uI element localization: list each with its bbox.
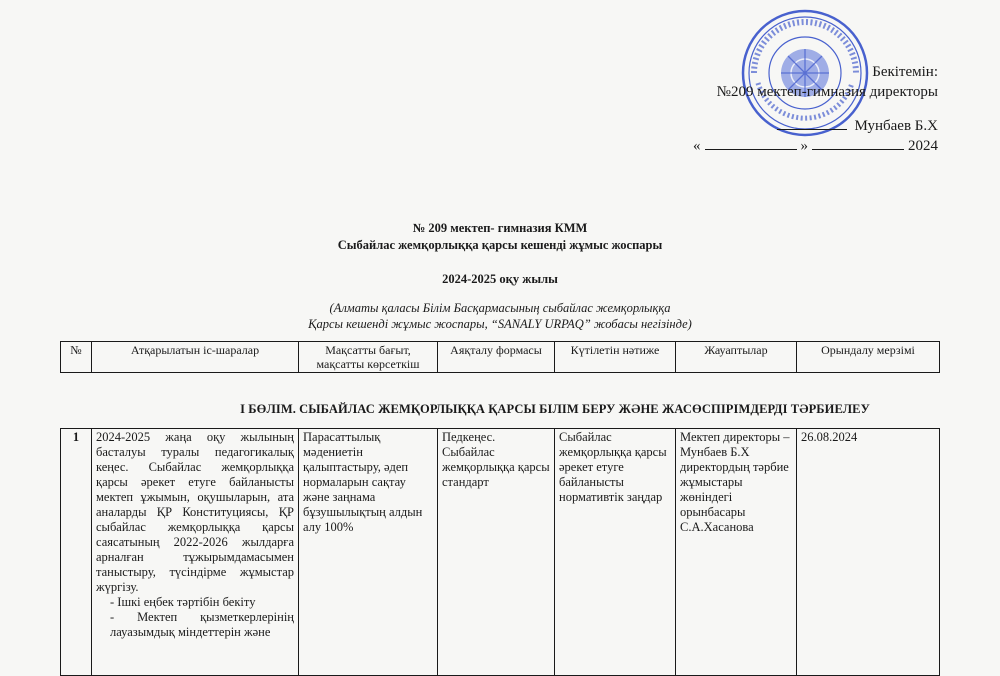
approval-position: №209 мектеп-гимназия директоры — [716, 84, 938, 100]
table-row — [61, 429, 940, 676]
section-title: І БӨЛІМ. СЫБАЙЛАС ЖЕМҚОРЛЫҚҚА ҚАРСЫ БІЛІМ БЕРУ ЖӘНЕ ЖАСӨСПІРІМДЕРДІ ТӘРБИЕЛЕУ — [240, 402, 870, 416]
approval-heading: Бекітемін: — [872, 64, 938, 80]
document-title — [0, 220, 1000, 288]
col-form: Аяқталу формасы — [438, 342, 555, 373]
row-activity — [92, 429, 299, 676]
signature-line — [777, 129, 847, 130]
row-responsible: Мектеп директоры – Мунбаев Б.Х директордың тәрбие жұмыстары жөніндегі орынбасары С.А.Хасанова — [676, 429, 797, 676]
table-header-row — [61, 342, 940, 373]
title-year: 2024-2025 оқу жылы — [442, 272, 558, 286]
activity-text: 2024-2025 жаңа оқу жылының басталуы туралы педагогикалық кеңес. Сыбайлас жемқорлыққа қарсы әрекет етуге байланысты мектеп ұжымын, оқушыларын, ата аналарды ҚР Конституциясы, ҚР сыбайлас жемқорлыққа қарсы саясатының 2022-2026 жылдарға арналған тұжырымдамасымен таныстыру, түсіндірме жұмыстар жүргізу. — [96, 430, 294, 594]
approval-year: 2024 — [908, 138, 938, 154]
title-plan: Сыбайлас жемқорлыққа қарсы кешенді жұмыс жоспары — [337, 238, 663, 252]
list-item: - Мектеп қызметкерлерінің лауазымдық міндеттерін және — [110, 610, 294, 640]
row-form: Педкеңес. Сыбайлас жемқорлыққа қарсы стандарт — [438, 429, 555, 676]
row-number: 1 — [61, 429, 92, 676]
signature-row — [693, 116, 938, 136]
activity-list — [96, 595, 294, 640]
col-result: Күтілетін нәтиже — [555, 342, 676, 373]
document-subtitle: (Алматы қаласы Білім Басқармасының сыбайлас жемқорлыққа Қарсы кешенді жұмыс жоспары, “SANALY URPAQ” жобасы негізінде) — [308, 301, 692, 331]
list-item: - Ішкі еңбек тәртібін бекіту — [110, 595, 294, 610]
row-target: Парасаттылық мәдениетін қалыптастыру, әдеп нормаларын сақтау және заңнама бұзушылықтың алдын алу 100% — [299, 429, 438, 676]
row-deadline: 26.08.2024 — [797, 429, 940, 676]
col-activities: Атқарылатын іс-шаралар — [92, 342, 299, 373]
col-target: Мақсатты бағыт, мақсатты көрсеткіш — [299, 342, 438, 373]
plan-table-header — [60, 341, 940, 373]
row-result: Сыбайлас жемқорлыққа қарсы әрекет етуге байланысты нормативтік заңдар — [555, 429, 676, 676]
col-deadline: Орындалу мерзімі — [797, 342, 940, 373]
col-number: № — [61, 342, 92, 373]
signer-name: Мунбаев Б.Х — [854, 118, 938, 134]
col-responsible: Жауаптылар — [676, 342, 797, 373]
title-institution: № 209 мектеп- гимназия КММ — [412, 221, 588, 235]
approval-block — [693, 62, 938, 156]
plan-table — [60, 428, 940, 676]
approval-date: « » 2024 — [693, 138, 938, 154]
